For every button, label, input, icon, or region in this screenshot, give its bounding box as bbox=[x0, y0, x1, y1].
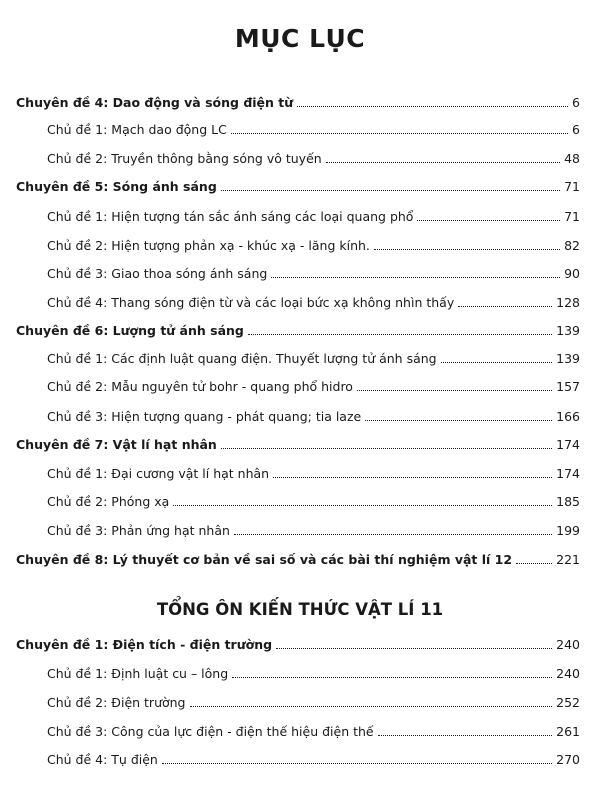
toc-topic-entry bbox=[47, 117, 580, 137]
toc-page-number: 71 bbox=[564, 209, 580, 224]
toc-chapter-entry bbox=[16, 90, 580, 110]
toc-topic-entry bbox=[47, 661, 580, 681]
toc-page-number: 48 bbox=[564, 151, 580, 166]
toc-page-number: 185 bbox=[556, 494, 580, 509]
toc-entry-title: Chủ đề 1: Hiện tượng tán sắc ánh sáng các loại quang phổ bbox=[47, 209, 414, 224]
toc-topic-entry bbox=[47, 747, 580, 767]
toc-chapter-entry bbox=[16, 432, 580, 452]
dot-leader bbox=[234, 534, 552, 535]
toc-chapter-entry bbox=[16, 632, 580, 652]
dot-leader bbox=[297, 106, 568, 107]
dot-leader bbox=[221, 448, 552, 449]
dot-leader bbox=[273, 477, 552, 478]
toc-page-number: 71 bbox=[564, 179, 580, 194]
toc-page-number: 82 bbox=[564, 238, 580, 253]
review-section-title: TỔNG ÔN KIẾN THỨC VẬT LÍ 11 bbox=[156, 600, 444, 619]
toc-topic-entry bbox=[47, 489, 580, 509]
dot-leader bbox=[248, 334, 552, 335]
toc-topic-entry bbox=[47, 346, 580, 366]
toc-page-number: 139 bbox=[556, 351, 580, 366]
toc-page-number: 240 bbox=[556, 666, 580, 681]
toc-chapter-entry bbox=[16, 174, 580, 194]
toc-page-number: 270 bbox=[556, 752, 580, 767]
toc-page-number: 128 bbox=[556, 295, 580, 310]
toc-page-number: 6 bbox=[572, 122, 580, 137]
toc-entry-title: Chuyên đề 8: Lý thuyết cơ bản về sai số và các bài thí nghiệm vật lí 12 bbox=[16, 552, 513, 567]
toc-topic-entry bbox=[47, 146, 580, 166]
toc-entry-title: Chủ đề 2: Truyền thông bằng sóng vô tuyến bbox=[47, 151, 322, 166]
toc-topic-entry bbox=[47, 461, 580, 481]
toc-entry-title: Chuyên đề 4: Dao động và sóng điện từ bbox=[16, 95, 294, 110]
toc-entry-title: Chủ đề 1: Các định luật quang điện. Thuyết lượng tử ánh sáng bbox=[47, 351, 437, 366]
dot-leader bbox=[516, 563, 552, 564]
toc-topic-entry bbox=[47, 690, 580, 710]
toc-entry-title: Chủ đề 2: Mẫu nguyên tử bohr - quang phổ hidro bbox=[47, 379, 353, 394]
dot-leader bbox=[231, 133, 568, 134]
dot-leader bbox=[458, 306, 552, 307]
dot-leader bbox=[365, 420, 552, 421]
toc-chapter-entry bbox=[16, 318, 580, 338]
dot-leader bbox=[378, 735, 553, 736]
page-title: MỤC LỤC bbox=[234, 24, 366, 53]
dot-leader bbox=[441, 362, 553, 363]
dot-leader bbox=[162, 763, 552, 764]
toc-page-number: 252 bbox=[556, 695, 580, 710]
dot-leader bbox=[417, 220, 560, 221]
toc-entry-title: Chủ đề 3: Giao thoa sóng ánh sáng bbox=[47, 266, 268, 281]
dot-leader bbox=[190, 706, 553, 707]
dot-leader bbox=[357, 390, 552, 391]
toc-topic-entry bbox=[47, 204, 580, 224]
toc-entry-title: Chủ đề 4: Tụ điện bbox=[47, 752, 158, 767]
toc-entry-title: Chủ đề 3: Phản ứng hạt nhân bbox=[47, 523, 230, 538]
toc-page-number: 199 bbox=[556, 523, 580, 538]
toc-page-number: 174 bbox=[556, 437, 580, 452]
dot-leader bbox=[221, 190, 560, 191]
dot-leader bbox=[374, 249, 560, 250]
toc-entry-title: Chủ đề 1: Định luật cu – lông bbox=[47, 666, 229, 681]
toc-entry-title: Chuyên đề 6: Lượng tử ánh sáng bbox=[16, 323, 244, 338]
toc-page-number: 157 bbox=[556, 379, 580, 394]
toc-entry-title: Chủ đề 4: Thang sóng điện từ và các loại bức xạ không nhìn thấy bbox=[47, 295, 455, 310]
toc-topic-entry bbox=[47, 518, 580, 538]
toc-entry-title: Chủ đề 2: Phóng xạ bbox=[47, 494, 170, 509]
toc-page-number: 6 bbox=[572, 95, 580, 110]
dot-leader bbox=[276, 648, 552, 649]
toc-page-number: 240 bbox=[556, 637, 580, 652]
toc-entry-title: Chủ đề 2: Điện trường bbox=[47, 695, 186, 710]
dot-leader bbox=[232, 677, 552, 678]
toc-entry-title: Chủ đề 1: Mạch dao động LC bbox=[47, 122, 227, 137]
toc-topic-entry bbox=[47, 233, 580, 253]
toc-page-number: 261 bbox=[556, 724, 580, 739]
toc-topic-entry bbox=[47, 290, 580, 310]
dot-leader bbox=[326, 162, 560, 163]
toc-page-number: 174 bbox=[556, 466, 580, 481]
toc-page-number: 90 bbox=[564, 266, 580, 281]
toc-entry-title: Chuyên đề 7: Vật lí hạt nhân bbox=[16, 437, 217, 452]
toc-entry-title: Chuyên đề 1: Điện tích - điện trường bbox=[16, 637, 273, 652]
dot-leader bbox=[173, 505, 552, 506]
toc-entry-title: Chủ đề 3: Hiện tượng quang - phát quang; tia laze bbox=[47, 409, 362, 424]
toc-page-number: 166 bbox=[556, 409, 580, 424]
toc-entry-title: Chuyên đề 5: Sóng ánh sáng bbox=[16, 179, 217, 194]
toc-page-number: 139 bbox=[556, 323, 580, 338]
toc-topic-entry bbox=[47, 374, 580, 394]
toc-topic-entry bbox=[47, 404, 580, 424]
toc-entry-title: Chủ đề 1: Đại cương vật lí hạt nhân bbox=[47, 466, 270, 481]
toc-chapter-entry bbox=[16, 547, 580, 567]
toc-page-number: 221 bbox=[556, 552, 580, 567]
toc-entry-title: Chủ đề 3: Công của lực điện - điện thế hiệu điện thế bbox=[47, 724, 374, 739]
dot-leader bbox=[271, 277, 560, 278]
toc-entry-title: Chủ đề 2: Hiện tượng phản xạ - khúc xạ - lăng kính. bbox=[47, 238, 370, 253]
toc-topic-entry bbox=[47, 261, 580, 281]
toc-topic-entry bbox=[47, 719, 580, 739]
